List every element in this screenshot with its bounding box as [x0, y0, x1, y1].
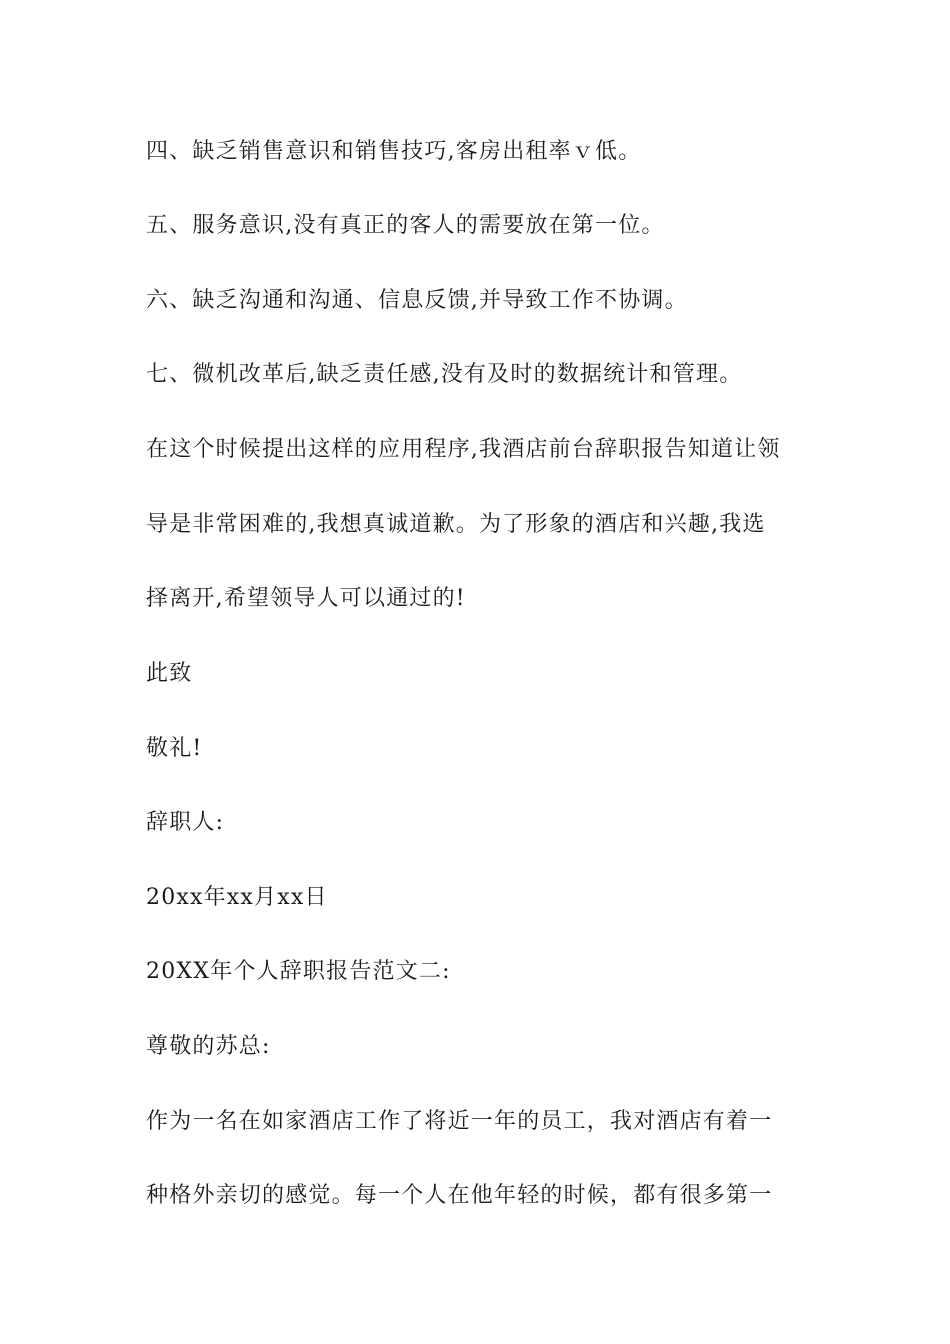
- text-line: 五、服务意识,没有真正的客人的需要放在第一位。: [146, 213, 665, 238]
- signature-label: 辞职人:: [146, 810, 225, 835]
- text-line: 在这个时候提出这样的应用程序,我酒店前台辞职报告知道让领: [146, 437, 781, 462]
- greeting: 尊敬的苏总:: [146, 1034, 271, 1059]
- text-line: 择离开,希望领导人可以通过的!: [146, 586, 466, 611]
- text-line: 六、缺乏沟通和沟通、信息反馈,并导致工作不协调。: [146, 288, 688, 313]
- text-line: 导是非常困难的,我想真诚道歉。为了形象的酒店和兴趣,我选: [146, 512, 766, 537]
- section-heading: 20XX年个人辞职报告范文二:: [146, 959, 451, 984]
- closing-regards: 敬礼!: [146, 736, 203, 761]
- date-line: 20xx年xx月xx日: [146, 885, 328, 910]
- text-line: 七、微机改革后,缺乏责任感,没有及时的数据统计和管理。: [146, 362, 743, 387]
- text-line: 四、缺乏销售意识和销售技巧,客房出租率ｖ低。: [146, 139, 642, 164]
- text-line: 种格外亲切的感觉。每一个人在他年轻的时候，都有很多第一: [146, 1183, 773, 1208]
- text-line: 作为一名在如家酒店工作了将近一年的员工，我对酒店有着一: [146, 1109, 773, 1134]
- closing-salutation: 此致: [146, 661, 193, 686]
